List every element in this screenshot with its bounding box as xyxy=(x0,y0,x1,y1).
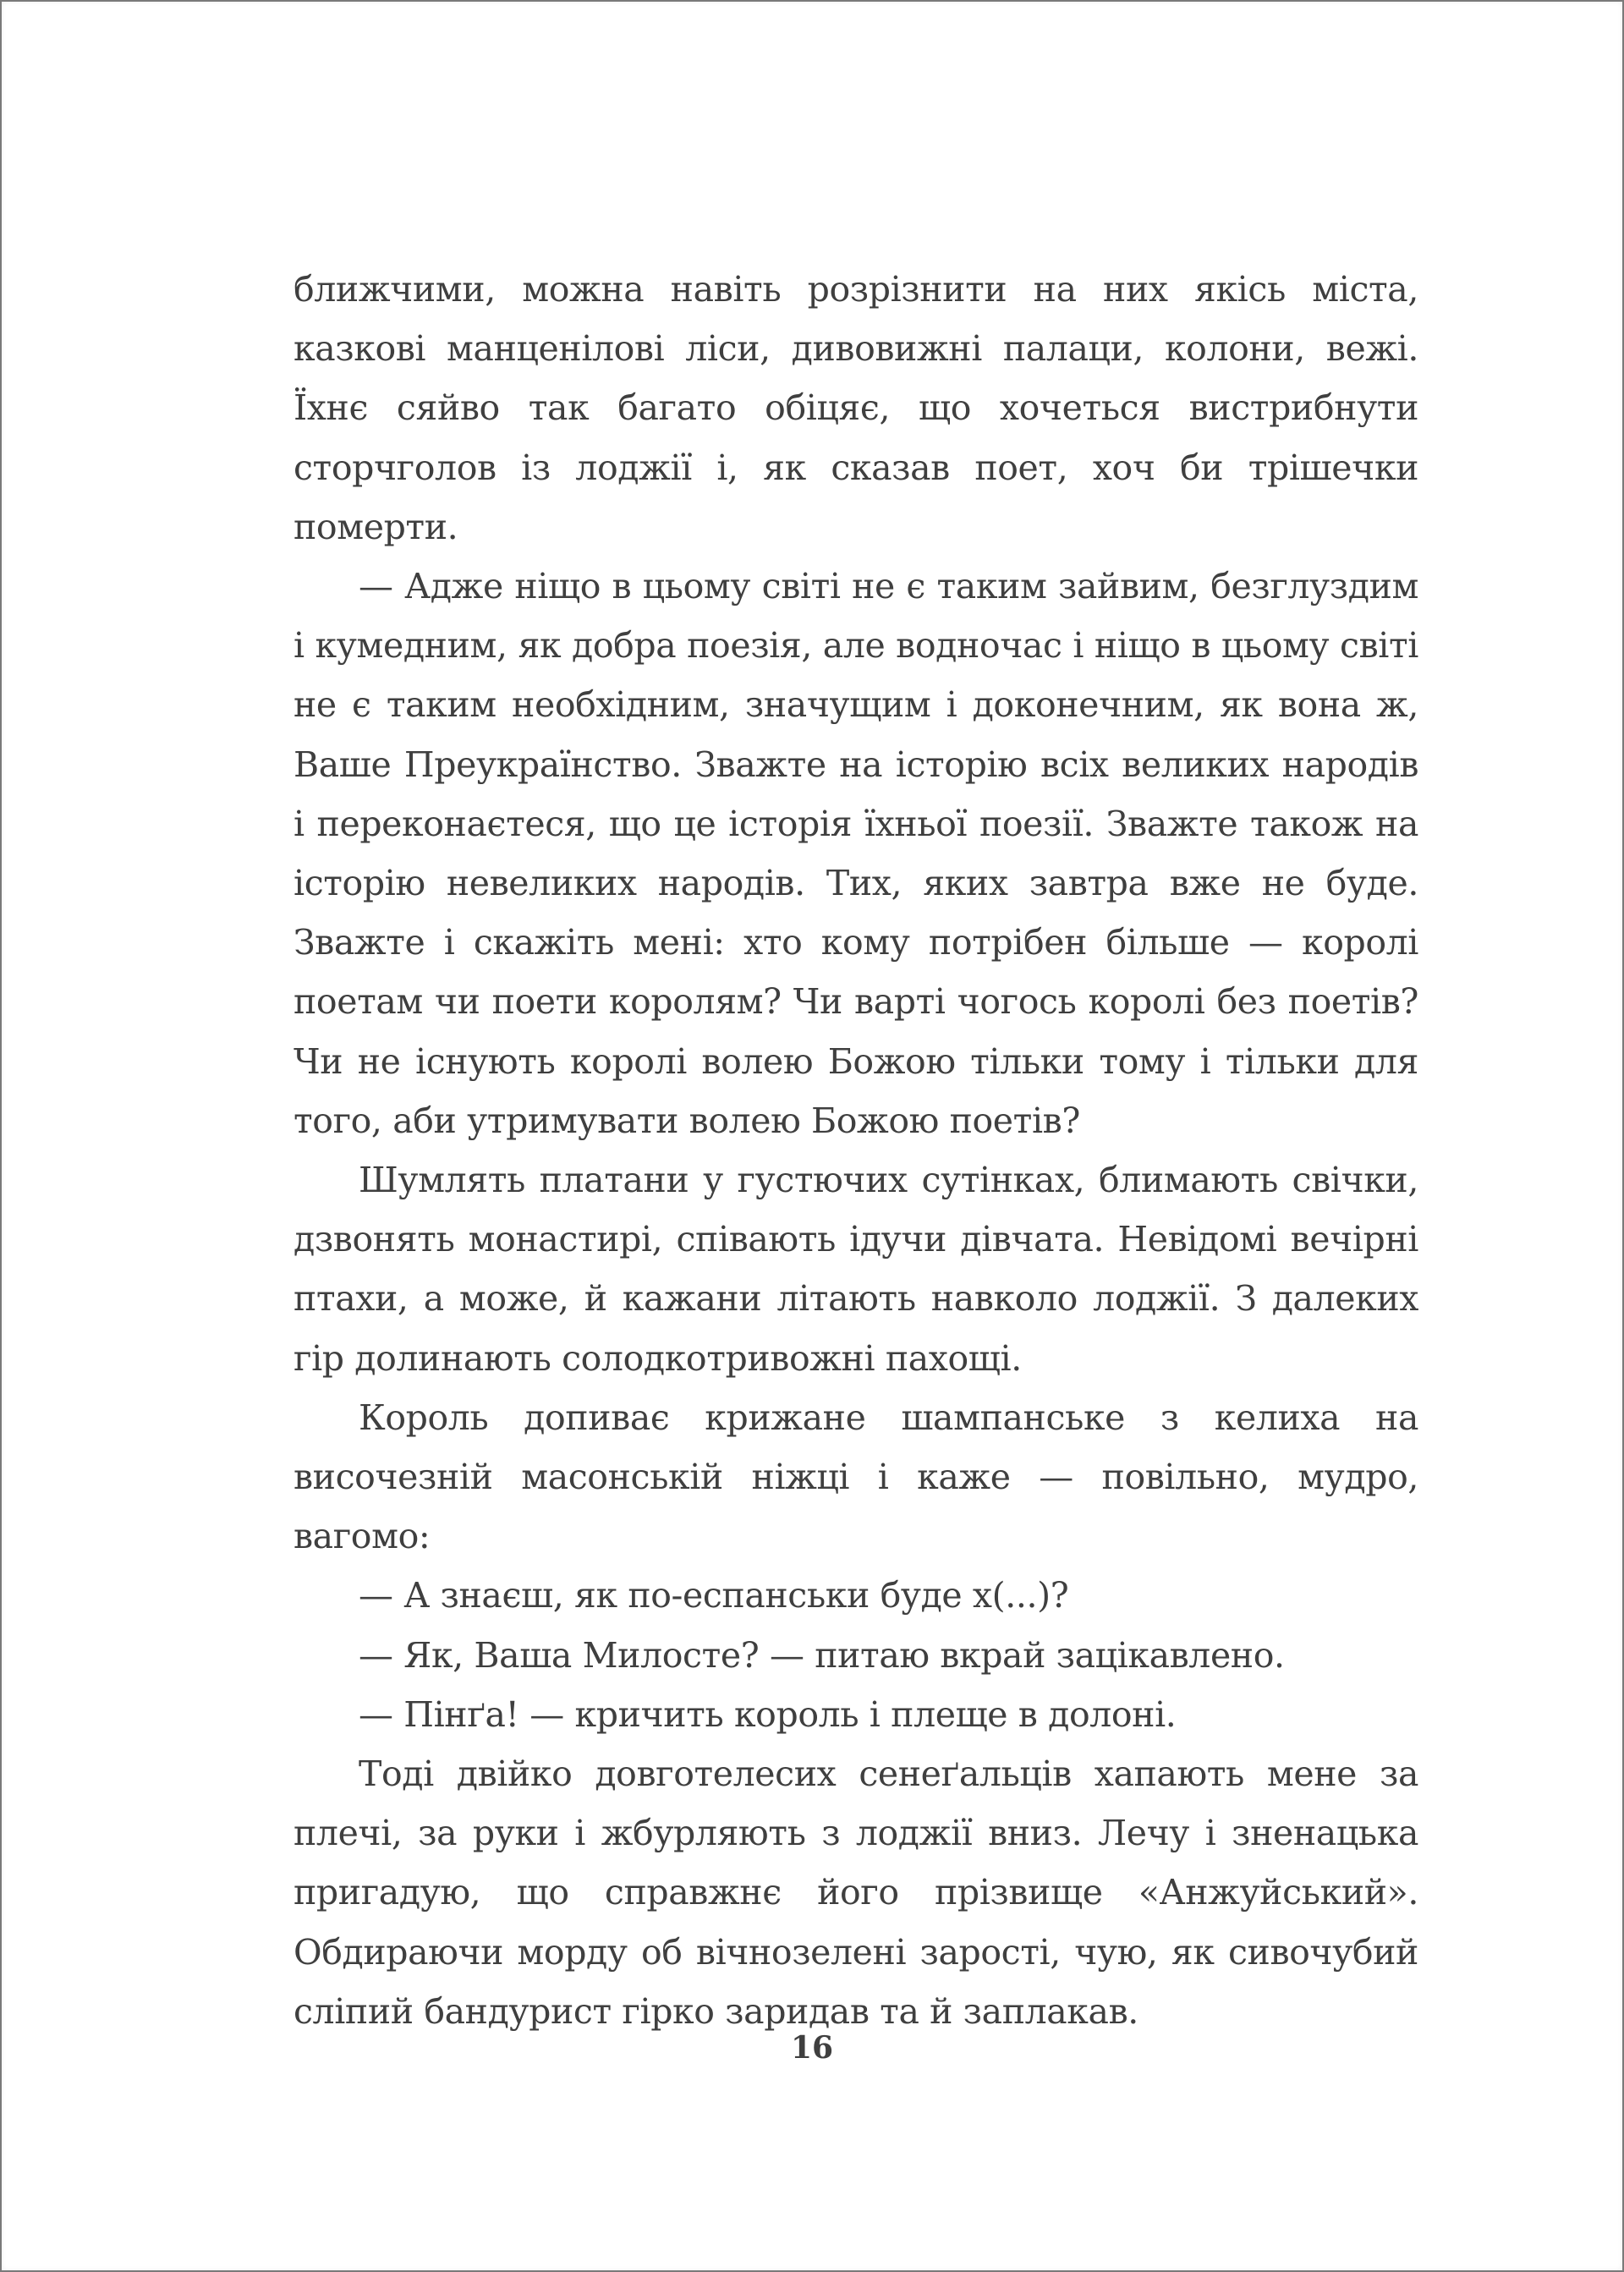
page-number: 16 xyxy=(790,2030,834,2066)
paragraph-4: Король допиває крижане шампанське з келиха на височезній масонській ніжці і каже — повільно, мудро, вагомо: xyxy=(294,1397,1418,1557)
paragraph-1: ближчими, можна навіть розрізнити на них якісь міста, казкові манценілові ліси, дивовижні палаци, колони, вежі. Їхнє сяйво так багато обіцяє, що хочеться вистрибнути сторчголов із лоджії і, як сказав поет, хоч би трішечки померти. xyxy=(294,269,1418,547)
paragraph-8: Тоді двійко довготелесих сенеґальців хапають мене за плечі, за руки і жбурляють з лоджії вниз. Лечу і зненацька пригадую, що справжнє його прізвище «Анжуйський». Обдираючи морду об вічнозелені зарості, чую, як сивочубий сліпий бандурист гірко заридав та й заплакав. xyxy=(294,1753,1418,2032)
paragraph-3: Шумлять платани у густючих сутінках, блимають свічки, дзвонять монастирі, співають ідучи дівчата. Невідомі вечірні птахи, а може, й кажани літають навколо лоджії. З далеких гір долинають солодкотривожні пахощі. xyxy=(294,1160,1418,1379)
paragraph-6: — Як, Ваша Милосте? — питаю вкрай зацікавлено. xyxy=(359,1634,1285,1676)
paragraph-5: — А знаєш, як по-еспанськи буде х(...)? xyxy=(359,1575,1069,1616)
paragraph-7: — Пінґа! — кричить король і плеще в долоні. xyxy=(359,1693,1177,1735)
page-body-text xyxy=(294,260,1418,2041)
paragraph-2: — Адже ніщо в цьому світі не є таким зайвим, безглуздим і кумедним, як добра поезія, але водночас і ніщо в цьому світі не є таким необхідним, значущим і доконечним, як вона ж, Ваше Преукраїнство. Зважте на історію всіх великих народів і переконаєтеся, що це історія їхньої поезії. Зважте також на історію невеликих народів. Тих, яких завтра вже не буде. Зважте і скажіть мені: хто кому потрібен більше — королі поетам чи поети королям? Чи варті чогось королі без поетів? Чи не існують королі волею Божою тільки тому і тільки для того, аби утримувати волею Божою поетів? xyxy=(294,566,1418,1141)
